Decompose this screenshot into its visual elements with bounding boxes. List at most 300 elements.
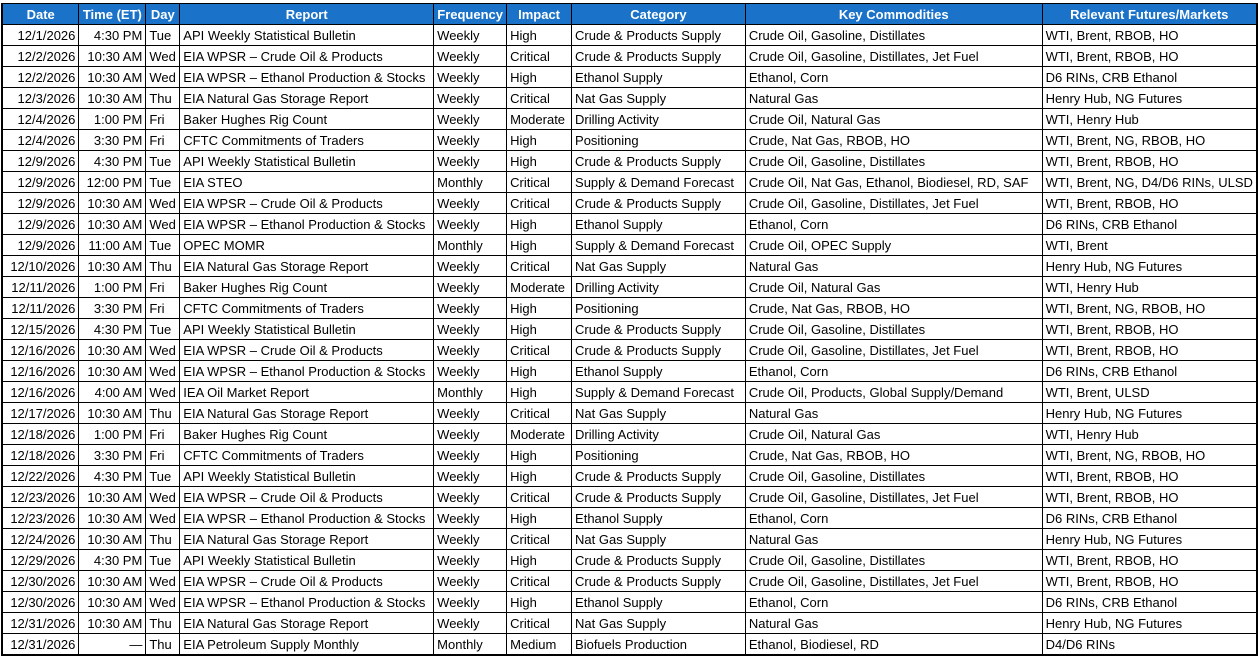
day-cell[interactable]: Thu xyxy=(146,403,180,424)
time-cell[interactable]: 10:30 AM xyxy=(79,571,146,592)
date-cell[interactable]: 12/9/2026 xyxy=(2,235,79,256)
markets-cell[interactable]: Henry Hub, NG Futures xyxy=(1042,529,1257,550)
category-cell[interactable]: Ethanol Supply xyxy=(572,592,746,613)
commodities-cell[interactable]: Crude Oil, Gasoline, Distillates, Jet Fuel xyxy=(745,340,1042,361)
frequency-cell[interactable]: Weekly xyxy=(434,508,507,529)
impact-cell[interactable]: Moderate xyxy=(507,424,572,445)
frequency-cell[interactable]: Weekly xyxy=(434,613,507,634)
time-cell[interactable]: 1:00 PM xyxy=(79,109,146,130)
day-cell[interactable]: Thu xyxy=(146,613,180,634)
category-cell[interactable]: Crude & Products Supply xyxy=(572,46,746,67)
category-cell[interactable]: Crude & Products Supply xyxy=(572,340,746,361)
report-cell[interactable]: EIA WPSR – Crude Oil & Products xyxy=(180,571,434,592)
date-cell[interactable]: 12/15/2026 xyxy=(2,319,79,340)
category-cell[interactable]: Crude & Products Supply xyxy=(572,25,746,46)
table-row xyxy=(2,466,1257,487)
frequency-cell[interactable]: Weekly xyxy=(434,424,507,445)
frequency-cell[interactable]: Weekly xyxy=(434,46,507,67)
table-row xyxy=(2,340,1257,361)
report-cell[interactable]: EIA WPSR – Crude Oil & Products xyxy=(180,487,434,508)
day-cell[interactable]: Fri xyxy=(146,109,180,130)
impact-cell[interactable]: Critical xyxy=(507,193,572,214)
commodities-cell[interactable]: Crude Oil, Natural Gas xyxy=(745,424,1042,445)
time-cell[interactable]: 4:30 PM xyxy=(79,466,146,487)
category-cell[interactable]: Nat Gas Supply xyxy=(572,403,746,424)
date-cell[interactable]: 12/2/2026 xyxy=(2,46,79,67)
impact-cell[interactable]: High xyxy=(507,235,572,256)
commodities-cell[interactable]: Ethanol, Corn xyxy=(745,592,1042,613)
impact-cell[interactable]: High xyxy=(507,214,572,235)
frequency-cell[interactable]: Monthly xyxy=(434,235,507,256)
report-cell[interactable]: EIA Natural Gas Storage Report xyxy=(180,88,434,109)
commodities-cell[interactable]: Crude Oil, Gasoline, Distillates xyxy=(745,550,1042,571)
commodities-cell[interactable]: Crude, Nat Gas, RBOB, HO xyxy=(745,298,1042,319)
frequency-cell[interactable]: Weekly xyxy=(434,109,507,130)
impact-cell[interactable]: High xyxy=(507,130,572,151)
day-cell[interactable]: Wed xyxy=(146,46,180,67)
day-cell[interactable]: Tue xyxy=(146,151,180,172)
category-cell[interactable]: Drilling Activity xyxy=(572,277,746,298)
frequency-cell[interactable]: Weekly xyxy=(434,361,507,382)
time-cell[interactable]: 10:30 AM xyxy=(79,508,146,529)
markets-cell[interactable]: WTI, Brent, RBOB, HO xyxy=(1042,340,1257,361)
table-body xyxy=(2,25,1257,656)
report-cell[interactable]: EIA WPSR – Ethanol Production & Stocks xyxy=(180,508,434,529)
date-cell[interactable]: 12/4/2026 xyxy=(2,130,79,151)
column-header-day[interactable]: Day xyxy=(146,4,180,25)
markets-cell[interactable]: WTI, Brent, RBOB, HO xyxy=(1042,571,1257,592)
time-cell[interactable]: 3:30 PM xyxy=(79,298,146,319)
time-cell[interactable]: 10:30 AM xyxy=(79,193,146,214)
report-cell[interactable]: EIA Natural Gas Storage Report xyxy=(180,613,434,634)
day-cell[interactable]: Tue xyxy=(146,550,180,571)
category-cell[interactable]: Positioning xyxy=(572,445,746,466)
markets-cell[interactable]: WTI, Brent, RBOB, HO xyxy=(1042,550,1257,571)
table-row xyxy=(2,25,1257,46)
table-row xyxy=(2,235,1257,256)
markets-cell[interactable]: WTI, Brent, RBOB, HO xyxy=(1042,46,1257,67)
commodities-cell[interactable]: Ethanol, Biodiesel, RD xyxy=(745,634,1042,656)
time-cell[interactable]: 4:30 PM xyxy=(79,550,146,571)
markets-cell[interactable]: WTI, Brent, RBOB, HO xyxy=(1042,466,1257,487)
date-cell[interactable]: 12/23/2026 xyxy=(2,487,79,508)
category-cell[interactable]: Crude & Products Supply xyxy=(572,550,746,571)
date-cell[interactable]: 12/16/2026 xyxy=(2,382,79,403)
time-cell[interactable]: 10:30 AM xyxy=(79,88,146,109)
frequency-cell[interactable]: Weekly xyxy=(434,256,507,277)
table-row xyxy=(2,571,1257,592)
date-cell[interactable]: 12/2/2026 xyxy=(2,67,79,88)
day-cell[interactable]: Wed xyxy=(146,193,180,214)
commodities-cell[interactable]: Crude Oil, Gasoline, Distillates, Jet Fuel xyxy=(745,193,1042,214)
impact-cell[interactable]: High xyxy=(507,361,572,382)
category-cell[interactable]: Crude & Products Supply xyxy=(572,151,746,172)
report-cell[interactable]: EIA STEO xyxy=(180,172,434,193)
category-cell[interactable]: Biofuels Production xyxy=(572,634,746,656)
report-cell[interactable]: API Weekly Statistical Bulletin xyxy=(180,151,434,172)
markets-cell[interactable]: WTI, Brent, NG, D4/D6 RINs, ULSD xyxy=(1042,172,1257,193)
date-cell[interactable]: 12/4/2026 xyxy=(2,109,79,130)
day-cell[interactable]: Tue xyxy=(146,466,180,487)
day-cell[interactable]: Wed xyxy=(146,592,180,613)
date-cell[interactable]: 12/11/2026 xyxy=(2,277,79,298)
time-cell[interactable]: 12:00 PM xyxy=(79,172,146,193)
commodities-cell[interactable]: Ethanol, Corn xyxy=(745,67,1042,88)
day-cell[interactable]: Thu xyxy=(146,256,180,277)
day-cell[interactable]: Fri xyxy=(146,445,180,466)
impact-cell[interactable]: Critical xyxy=(507,172,572,193)
category-cell[interactable]: Ethanol Supply xyxy=(572,67,746,88)
frequency-cell[interactable]: Weekly xyxy=(434,151,507,172)
time-cell[interactable]: 10:30 AM xyxy=(79,361,146,382)
impact-cell[interactable]: High xyxy=(507,151,572,172)
report-cell[interactable]: EIA WPSR – Crude Oil & Products xyxy=(180,340,434,361)
report-cell[interactable]: API Weekly Statistical Bulletin xyxy=(180,25,434,46)
report-cell[interactable]: Baker Hughes Rig Count xyxy=(180,424,434,445)
report-cell[interactable]: API Weekly Statistical Bulletin xyxy=(180,550,434,571)
frequency-cell[interactable]: Weekly xyxy=(434,592,507,613)
category-cell[interactable]: Nat Gas Supply xyxy=(572,613,746,634)
markets-cell[interactable]: D6 RINs, CRB Ethanol xyxy=(1042,361,1257,382)
time-cell[interactable]: 4:30 PM xyxy=(79,151,146,172)
impact-cell[interactable]: High xyxy=(507,298,572,319)
date-cell[interactable]: 12/22/2026 xyxy=(2,466,79,487)
commodities-cell[interactable]: Natural Gas xyxy=(745,88,1042,109)
day-cell[interactable]: Fri xyxy=(146,298,180,319)
commodities-cell[interactable]: Natural Gas xyxy=(745,403,1042,424)
markets-cell[interactable]: WTI, Brent, ULSD xyxy=(1042,382,1257,403)
time-cell[interactable]: 3:30 PM xyxy=(79,445,146,466)
markets-cell[interactable]: WTI, Brent, RBOB, HO xyxy=(1042,193,1257,214)
table-row xyxy=(2,445,1257,466)
category-cell[interactable]: Positioning xyxy=(572,298,746,319)
date-cell[interactable]: 12/30/2026 xyxy=(2,592,79,613)
commodities-cell[interactable]: Crude Oil, OPEC Supply xyxy=(745,235,1042,256)
day-cell[interactable]: Thu xyxy=(146,634,180,656)
date-cell[interactable]: 12/30/2026 xyxy=(2,571,79,592)
impact-cell[interactable]: High xyxy=(507,550,572,571)
impact-cell[interactable]: High xyxy=(507,67,572,88)
day-cell[interactable]: Tue xyxy=(146,172,180,193)
day-cell[interactable]: Wed xyxy=(146,67,180,88)
frequency-cell[interactable]: Weekly xyxy=(434,529,507,550)
time-cell[interactable]: 10:30 AM xyxy=(79,592,146,613)
markets-cell[interactable]: D6 RINs, CRB Ethanol xyxy=(1042,592,1257,613)
time-cell[interactable]: 10:30 AM xyxy=(79,487,146,508)
frequency-cell[interactable]: Weekly xyxy=(434,487,507,508)
markets-cell[interactable]: WTI, Brent, NG, RBOB, HO xyxy=(1042,130,1257,151)
impact-cell[interactable]: Critical xyxy=(507,340,572,361)
column-header-report[interactable]: Report xyxy=(180,4,434,25)
table-row xyxy=(2,319,1257,340)
report-cell[interactable]: EIA WPSR – Crude Oil & Products xyxy=(180,193,434,214)
category-cell[interactable]: Crude & Products Supply xyxy=(572,319,746,340)
impact-cell[interactable]: Critical xyxy=(507,529,572,550)
impact-cell[interactable]: Critical xyxy=(507,403,572,424)
date-cell[interactable]: 12/31/2026 xyxy=(2,634,79,656)
day-cell[interactable]: Wed xyxy=(146,508,180,529)
time-cell[interactable]: — xyxy=(79,634,146,656)
frequency-cell[interactable]: Weekly xyxy=(434,571,507,592)
impact-cell[interactable]: Critical xyxy=(507,256,572,277)
category-cell[interactable]: Ethanol Supply xyxy=(572,361,746,382)
markets-cell[interactable]: WTI, Brent, RBOB, HO xyxy=(1042,151,1257,172)
date-cell[interactable]: 12/31/2026 xyxy=(2,613,79,634)
markets-cell[interactable]: D4/D6 RINs xyxy=(1042,634,1257,656)
impact-cell[interactable]: Critical xyxy=(507,613,572,634)
markets-cell[interactable]: WTI, Henry Hub xyxy=(1042,424,1257,445)
markets-cell[interactable]: WTI, Brent, RBOB, HO xyxy=(1042,25,1257,46)
commodities-cell[interactable]: Crude Oil, Natural Gas xyxy=(745,277,1042,298)
commodities-cell[interactable]: Crude Oil, Gasoline, Distillates xyxy=(745,466,1042,487)
report-cell[interactable]: Baker Hughes Rig Count xyxy=(180,277,434,298)
time-cell[interactable]: 10:30 AM xyxy=(79,529,146,550)
frequency-cell[interactable]: Weekly xyxy=(434,25,507,46)
date-cell[interactable]: 12/11/2026 xyxy=(2,298,79,319)
commodities-cell[interactable]: Ethanol, Corn xyxy=(745,214,1042,235)
column-header-category[interactable]: Category xyxy=(572,4,746,25)
table-row xyxy=(2,193,1257,214)
report-cell[interactable]: EIA Petroleum Supply Monthly xyxy=(180,634,434,656)
report-cell[interactable]: EIA Natural Gas Storage Report xyxy=(180,403,434,424)
date-cell[interactable]: 12/23/2026 xyxy=(2,508,79,529)
report-cell[interactable]: API Weekly Statistical Bulletin xyxy=(180,319,434,340)
markets-cell[interactable]: WTI, Brent, RBOB, HO xyxy=(1042,487,1257,508)
impact-cell[interactable]: Medium xyxy=(507,634,572,656)
frequency-cell[interactable]: Weekly xyxy=(434,130,507,151)
category-cell[interactable]: Nat Gas Supply xyxy=(572,88,746,109)
commodities-cell[interactable]: Crude, Nat Gas, RBOB, HO xyxy=(745,445,1042,466)
day-cell[interactable]: Wed xyxy=(146,340,180,361)
frequency-cell[interactable]: Weekly xyxy=(434,550,507,571)
day-cell[interactable]: Tue xyxy=(146,25,180,46)
report-cell[interactable]: EIA WPSR – Ethanol Production & Stocks xyxy=(180,67,434,88)
impact-cell[interactable]: High xyxy=(507,592,572,613)
report-cell[interactable]: EIA Natural Gas Storage Report xyxy=(180,256,434,277)
time-cell[interactable]: 4:30 PM xyxy=(79,25,146,46)
report-cell[interactable]: API Weekly Statistical Bulletin xyxy=(180,466,434,487)
frequency-cell[interactable]: Weekly xyxy=(434,403,507,424)
commodities-cell[interactable]: Crude Oil, Nat Gas, Ethanol, Biodiesel, RD, SAF xyxy=(745,172,1042,193)
category-cell[interactable]: Crude & Products Supply xyxy=(572,193,746,214)
date-cell[interactable]: 12/9/2026 xyxy=(2,214,79,235)
frequency-cell[interactable]: Weekly xyxy=(434,466,507,487)
frequency-cell[interactable]: Monthly xyxy=(434,382,507,403)
day-cell[interactable]: Tue xyxy=(146,319,180,340)
category-cell[interactable]: Positioning xyxy=(572,130,746,151)
day-cell[interactable]: Thu xyxy=(146,529,180,550)
commodities-cell[interactable]: Crude, Nat Gas, RBOB, HO xyxy=(745,130,1042,151)
column-header-impact[interactable]: Impact xyxy=(507,4,572,25)
day-cell[interactable]: Wed xyxy=(146,361,180,382)
commodities-cell[interactable]: Crude Oil, Gasoline, Distillates xyxy=(745,25,1042,46)
date-cell[interactable]: 12/9/2026 xyxy=(2,151,79,172)
frequency-cell[interactable]: Weekly xyxy=(434,277,507,298)
markets-cell[interactable]: WTI, Brent xyxy=(1042,235,1257,256)
column-header-commodities[interactable]: Key Commodities xyxy=(745,4,1042,25)
commodities-cell[interactable]: Crude Oil, Gasoline, Distillates, Jet Fuel xyxy=(745,487,1042,508)
markets-cell[interactable]: Henry Hub, NG Futures xyxy=(1042,613,1257,634)
date-cell[interactable]: 12/9/2026 xyxy=(2,172,79,193)
commodities-cell[interactable]: Crude Oil, Gasoline, Distillates, Jet Fuel xyxy=(745,571,1042,592)
commodities-cell[interactable]: Natural Gas xyxy=(745,613,1042,634)
day-cell[interactable]: Fri xyxy=(146,130,180,151)
table-row xyxy=(2,46,1257,67)
day-cell[interactable]: Thu xyxy=(146,88,180,109)
markets-cell[interactable]: D6 RINs, CRB Ethanol xyxy=(1042,508,1257,529)
impact-cell[interactable]: Moderate xyxy=(507,109,572,130)
table-row xyxy=(2,361,1257,382)
day-cell[interactable]: Wed xyxy=(146,571,180,592)
impact-cell[interactable]: Critical xyxy=(507,46,572,67)
date-cell[interactable]: 12/18/2026 xyxy=(2,424,79,445)
commodities-cell[interactable]: Ethanol, Corn xyxy=(745,361,1042,382)
commodities-cell[interactable]: Natural Gas xyxy=(745,256,1042,277)
column-header-frequency[interactable]: Frequency xyxy=(434,4,507,25)
impact-cell[interactable]: Critical xyxy=(507,487,572,508)
table-row xyxy=(2,130,1257,151)
category-cell[interactable]: Supply & Demand Forecast xyxy=(572,172,746,193)
frequency-cell[interactable]: Weekly xyxy=(434,214,507,235)
table-row xyxy=(2,172,1257,193)
report-cell[interactable]: EIA WPSR – Ethanol Production & Stocks xyxy=(180,592,434,613)
time-cell[interactable]: 4:30 PM xyxy=(79,319,146,340)
category-cell[interactable]: Crude & Products Supply xyxy=(572,571,746,592)
frequency-cell[interactable]: Weekly xyxy=(434,67,507,88)
date-cell[interactable]: 12/3/2026 xyxy=(2,88,79,109)
commodities-cell[interactable]: Ethanol, Corn xyxy=(745,508,1042,529)
frequency-cell[interactable]: Weekly xyxy=(434,445,507,466)
table-row xyxy=(2,487,1257,508)
category-cell[interactable]: Drilling Activity xyxy=(572,424,746,445)
frequency-cell[interactable]: Weekly xyxy=(434,340,507,361)
commodities-cell[interactable]: Crude Oil, Gasoline, Distillates xyxy=(745,151,1042,172)
commodities-cell[interactable]: Natural Gas xyxy=(745,529,1042,550)
markets-cell[interactable]: Henry Hub, NG Futures xyxy=(1042,256,1257,277)
table-row xyxy=(2,529,1257,550)
markets-cell[interactable]: Henry Hub, NG Futures xyxy=(1042,88,1257,109)
column-header-markets[interactable]: Relevant Futures/Markets xyxy=(1042,4,1257,25)
day-cell[interactable]: Wed xyxy=(146,214,180,235)
day-cell[interactable]: Fri xyxy=(146,424,180,445)
date-cell[interactable]: 12/16/2026 xyxy=(2,340,79,361)
commodities-cell[interactable]: Crude Oil, Gasoline, Distillates, Jet Fuel xyxy=(745,46,1042,67)
report-cell[interactable]: EIA WPSR – Ethanol Production & Stocks xyxy=(180,361,434,382)
day-cell[interactable]: Fri xyxy=(146,277,180,298)
column-header-date[interactable]: Date xyxy=(2,4,79,25)
date-cell[interactable]: 12/16/2026 xyxy=(2,361,79,382)
time-cell[interactable]: 10:30 AM xyxy=(79,256,146,277)
impact-cell[interactable]: Critical xyxy=(507,571,572,592)
markets-cell[interactable]: WTI, Henry Hub xyxy=(1042,109,1257,130)
commodities-cell[interactable]: Crude Oil, Gasoline, Distillates xyxy=(745,319,1042,340)
impact-cell[interactable]: Critical xyxy=(507,88,572,109)
table-row xyxy=(2,256,1257,277)
frequency-cell[interactable]: Weekly xyxy=(434,193,507,214)
commodities-cell[interactable]: Crude Oil, Products, Global Supply/Demand xyxy=(745,382,1042,403)
category-cell[interactable]: Crude & Products Supply xyxy=(572,487,746,508)
time-cell[interactable]: 3:30 PM xyxy=(79,130,146,151)
category-cell[interactable]: Supply & Demand Forecast xyxy=(572,235,746,256)
report-cell[interactable]: Baker Hughes Rig Count xyxy=(180,109,434,130)
report-cell[interactable]: IEA Oil Market Report xyxy=(180,382,434,403)
date-cell[interactable]: 12/24/2026 xyxy=(2,529,79,550)
report-cell[interactable]: EIA WPSR – Crude Oil & Products xyxy=(180,46,434,67)
day-cell[interactable]: Tue xyxy=(146,235,180,256)
category-cell[interactable]: Ethanol Supply xyxy=(572,214,746,235)
markets-cell[interactable]: WTI, Henry Hub xyxy=(1042,277,1257,298)
impact-cell[interactable]: High xyxy=(507,508,572,529)
time-cell[interactable]: 10:30 AM xyxy=(79,214,146,235)
markets-cell[interactable]: Henry Hub, NG Futures xyxy=(1042,403,1257,424)
column-header-time[interactable]: Time (ET) xyxy=(79,4,146,25)
markets-cell[interactable]: D6 RINs, CRB Ethanol xyxy=(1042,214,1257,235)
table-row xyxy=(2,403,1257,424)
time-cell[interactable]: 10:30 AM xyxy=(79,340,146,361)
frequency-cell[interactable]: Monthly xyxy=(434,172,507,193)
report-cell[interactable]: OPEC MOMR xyxy=(180,235,434,256)
impact-cell[interactable]: High xyxy=(507,25,572,46)
time-cell[interactable]: 1:00 PM xyxy=(79,424,146,445)
date-cell[interactable]: 12/18/2026 xyxy=(2,445,79,466)
category-cell[interactable]: Nat Gas Supply xyxy=(572,256,746,277)
impact-cell[interactable]: High xyxy=(507,445,572,466)
time-cell[interactable]: 10:30 AM xyxy=(79,403,146,424)
frequency-cell[interactable]: Weekly xyxy=(434,88,507,109)
time-cell[interactable]: 1:00 PM xyxy=(79,277,146,298)
category-cell[interactable]: Crude & Products Supply xyxy=(572,466,746,487)
report-cell[interactable]: CFTC Commitments of Traders xyxy=(180,130,434,151)
markets-cell[interactable]: D6 RINs, CRB Ethanol xyxy=(1042,67,1257,88)
day-cell[interactable]: Wed xyxy=(146,382,180,403)
markets-cell[interactable]: WTI, Brent, NG, RBOB, HO xyxy=(1042,445,1257,466)
table-row xyxy=(2,67,1257,88)
impact-cell[interactable]: High xyxy=(507,466,572,487)
impact-cell[interactable]: High xyxy=(507,382,572,403)
commodities-cell[interactable]: Crude Oil, Natural Gas xyxy=(745,109,1042,130)
category-cell[interactable]: Supply & Demand Forecast xyxy=(572,382,746,403)
category-cell[interactable]: Drilling Activity xyxy=(572,109,746,130)
table-row xyxy=(2,88,1257,109)
time-cell[interactable]: 10:30 AM xyxy=(79,67,146,88)
date-cell[interactable]: 12/17/2026 xyxy=(2,403,79,424)
report-cell[interactable]: EIA Natural Gas Storage Report xyxy=(180,529,434,550)
category-cell[interactable]: Nat Gas Supply xyxy=(572,529,746,550)
time-cell[interactable]: 4:00 AM xyxy=(79,382,146,403)
frequency-cell[interactable]: Monthly xyxy=(434,634,507,656)
impact-cell[interactable]: Moderate xyxy=(507,277,572,298)
time-cell[interactable]: 10:30 AM xyxy=(79,46,146,67)
impact-cell[interactable]: High xyxy=(507,319,572,340)
report-cell[interactable]: CFTC Commitments of Traders xyxy=(180,445,434,466)
date-cell[interactable]: 12/29/2026 xyxy=(2,550,79,571)
day-cell[interactable]: Wed xyxy=(146,487,180,508)
markets-cell[interactable]: WTI, Brent, NG, RBOB, HO xyxy=(1042,298,1257,319)
date-cell[interactable]: 12/10/2026 xyxy=(2,256,79,277)
time-cell[interactable]: 10:30 AM xyxy=(79,613,146,634)
table-row xyxy=(2,382,1257,403)
date-cell[interactable]: 12/9/2026 xyxy=(2,193,79,214)
time-cell[interactable]: 11:00 AM xyxy=(79,235,146,256)
report-cell[interactable]: CFTC Commitments of Traders xyxy=(180,298,434,319)
calendar-table xyxy=(1,3,1258,656)
report-cell[interactable]: EIA WPSR – Ethanol Production & Stocks xyxy=(180,214,434,235)
markets-cell[interactable]: WTI, Brent, RBOB, HO xyxy=(1042,319,1257,340)
date-cell[interactable]: 12/1/2026 xyxy=(2,25,79,46)
frequency-cell[interactable]: Weekly xyxy=(434,298,507,319)
category-cell[interactable]: Ethanol Supply xyxy=(572,508,746,529)
frequency-cell[interactable]: Weekly xyxy=(434,319,507,340)
